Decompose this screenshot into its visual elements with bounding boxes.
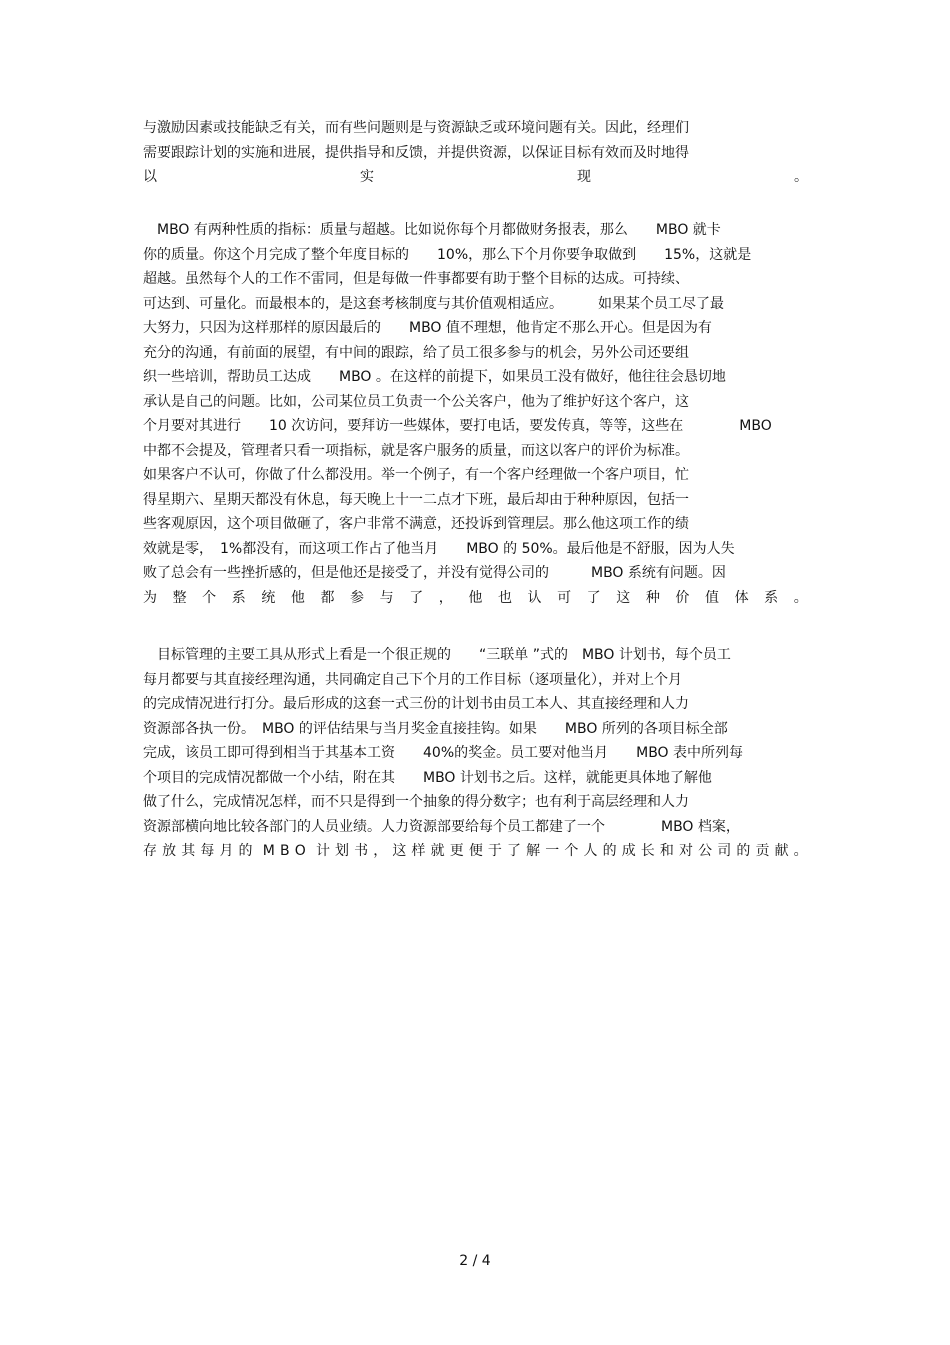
text-char: 值 xyxy=(704,589,719,606)
text-line: 完成，该员工即可得到相当于其基本工资 40%的奖金。员工要对他当月 MBO 表中所列每 xyxy=(143,745,744,761)
text-char: 。 xyxy=(793,843,808,859)
text-char: 为 xyxy=(143,589,157,606)
text-char: 书 xyxy=(354,843,369,859)
text-char: 。 xyxy=(793,589,808,606)
text-char: 长 xyxy=(640,843,655,859)
text-char: 一 xyxy=(545,843,560,859)
text-line: 败了总会有一些挫折感的，但是他还是接受了，并没有觉得公司的 MBO 系统有问题。因 xyxy=(143,565,726,581)
text-char: 贡 xyxy=(755,843,770,859)
text-line: 资源部横向地比较各部门的人员业绩。人力资源部要给每个员工都建了一个 MBO 档案， xyxy=(143,818,740,835)
text-char: 划 xyxy=(335,843,350,859)
text-char: 献 xyxy=(774,843,789,859)
text-line: 些客观原因，这个项目做砸了，客户非常不满意，还投诉到管理层。那么他这项工作的绩 xyxy=(143,516,689,532)
text-char: 实 xyxy=(360,169,374,185)
text-char: 解 xyxy=(526,843,541,859)
text-char: 系 xyxy=(231,589,246,606)
text-line: 效就是零， 1%都没有，而这项工作占了他当月 MBO 的 50%。最后他是不舒服，因为人失 xyxy=(143,540,735,557)
text-char: ， xyxy=(373,843,388,859)
text-char: 。 xyxy=(794,169,808,185)
text-char: 这 xyxy=(616,589,631,606)
text-char: M xyxy=(262,843,275,859)
text-char: 的 xyxy=(238,843,253,859)
text-char: 样 xyxy=(411,843,426,859)
text-char: 可 xyxy=(557,589,572,606)
text-char: 现 xyxy=(577,169,591,185)
text-line: 如果客户不认可，你做了什么都没用。举一个例子，有一个客户经理做一个客户项目，忙 xyxy=(143,467,689,483)
text-char: 计 xyxy=(315,843,330,859)
text-char: 和 xyxy=(659,843,674,859)
text-char: 存 xyxy=(143,843,157,859)
text-line: 做了什么，完成情况怎样，而不只是得到一个抽象的得分数字；也有利于高层经理和人力 xyxy=(143,794,689,810)
text-char: 的 xyxy=(736,843,751,859)
paragraph-2 xyxy=(143,218,808,610)
text-char: 其 xyxy=(181,843,196,859)
text-line: 承认是自己的问题。比如，公司某位员工负责一个公关客户，他为了维护好这个客户，这 xyxy=(143,393,689,410)
text-line: 需要跟踪计划的实施和进展，提供指导和反馈，并提供资源，以保证目标有效而及时地得 xyxy=(143,144,689,161)
text-line: 目标管理的主要工具从形式上看是一个很正规的 “三联单 ”式的 MBO 计划书，每个员工 xyxy=(143,647,731,663)
text-char: 了 xyxy=(409,589,424,606)
text-char: 他 xyxy=(290,589,305,606)
text-line: 大努力，只因为这样那样的原因最后的 MBO 值不理想，他肯定不那么开心。但是因为有 xyxy=(143,320,712,336)
text-line: 充分的沟通，有前面的展望，有中间的跟踪，给了员工很多参与的机会，另外公司还要组 xyxy=(143,344,689,361)
text-line: 织一些培训，帮助员工达成 MBO 。在这样的前提下，如果员工没有做好，他往往会恳切地 xyxy=(143,369,726,385)
text-char: ， xyxy=(438,589,453,606)
page-number: 2 / 4 xyxy=(459,1253,491,1269)
text-char: 个 xyxy=(202,589,217,606)
text-char: 也 xyxy=(497,589,512,606)
text-char: 公 xyxy=(698,843,713,859)
text-line: 与激励因素或技能缺乏有关，而有些问题则是与资源缺乏或环境问题有关。因此，经理们 xyxy=(143,120,689,136)
text-char: 的 xyxy=(602,843,617,859)
text-char: 系 xyxy=(764,589,779,606)
text-line: 你的质量。你这个月完成了整个年度目标的 10%，那么下个月你要争取做到 15%，这就是 xyxy=(143,246,752,263)
text-char: 于 xyxy=(487,843,502,859)
text-char: 个 xyxy=(564,843,579,859)
paragraph-3 xyxy=(143,643,808,864)
text-line-justified xyxy=(143,586,808,611)
text-line: 超越。虽然每个人的工作不雷同，但是每做一件事都要有助于整个目标的达成。可持续、 xyxy=(143,271,689,287)
text-line: MBO 有两种性质的指标：质量与超越。比如说你每个月都做财务报表，那么 MBO 就卡 xyxy=(143,222,721,238)
text-line: 个项目的完成情况都做一个小结，附在其 MBO 计划书之后。这样，就能更具体地了解他 xyxy=(143,769,712,786)
text-char: 了 xyxy=(586,589,601,606)
text-char: 对 xyxy=(679,843,694,859)
text-char: 了 xyxy=(507,843,522,859)
text-char: 整 xyxy=(172,589,187,606)
text-char: 成 xyxy=(621,843,636,859)
text-char: 参 xyxy=(350,589,365,606)
text-char: 月 xyxy=(219,843,234,859)
text-char: 他 xyxy=(468,589,483,606)
text-char: 种 xyxy=(645,589,660,606)
text-char: 价 xyxy=(675,589,690,606)
text-line: 中都不会提及，管理者只看一项指标，就是客户服务的质量，而这以客户的评价为标准。 xyxy=(143,442,689,459)
text-char: 都 xyxy=(320,589,335,606)
text-char: 与 xyxy=(379,589,394,606)
text-line: 可达到、可量化。而最根本的，是这套考核制度与其价值观相适应。 如果某个员工尽了最 xyxy=(143,295,724,312)
text-line: 的完成情况进行打分。最后形成的这套一式三份的计划书由员工本人、其直接经理和人力 xyxy=(143,696,689,712)
text-line: 个月要对其进行 10 次访问，要拜访一些媒体，要打电话，要发传真，等等，这些在 MBO xyxy=(143,418,772,434)
text-char: 这 xyxy=(392,843,407,859)
text-char: 认 xyxy=(527,589,542,606)
text-char: 放 xyxy=(162,843,177,859)
text-line: 得星期六、星期天都没有休息，每天晚上十一二点才下班，最后却由于种种原因，包括一 xyxy=(143,491,689,508)
paragraph-1 xyxy=(143,116,808,190)
text-line: 每月都要与其直接经理沟通，共同确定自己下个月的工作目标（逐项量化），并对上个月 xyxy=(143,671,682,688)
text-char: B xyxy=(279,843,290,859)
text-char: 体 xyxy=(734,589,749,606)
text-char: 每 xyxy=(200,843,215,859)
text-char: 统 xyxy=(261,589,276,606)
text-line-justified xyxy=(143,839,808,864)
text-char: 司 xyxy=(717,843,732,859)
text-char: 就 xyxy=(430,843,445,859)
text-line-justified xyxy=(143,165,808,190)
text-line: 资源部各执一份。 MBO 的评估结果与当月奖金直接挂钩。如果 MBO 所列的各项目标全部 xyxy=(143,720,728,737)
text-char: 以 xyxy=(143,169,157,185)
text-char: 更 xyxy=(449,843,464,859)
text-char: 便 xyxy=(468,843,483,859)
text-char: 人 xyxy=(583,843,598,859)
text-char: O xyxy=(294,843,306,859)
